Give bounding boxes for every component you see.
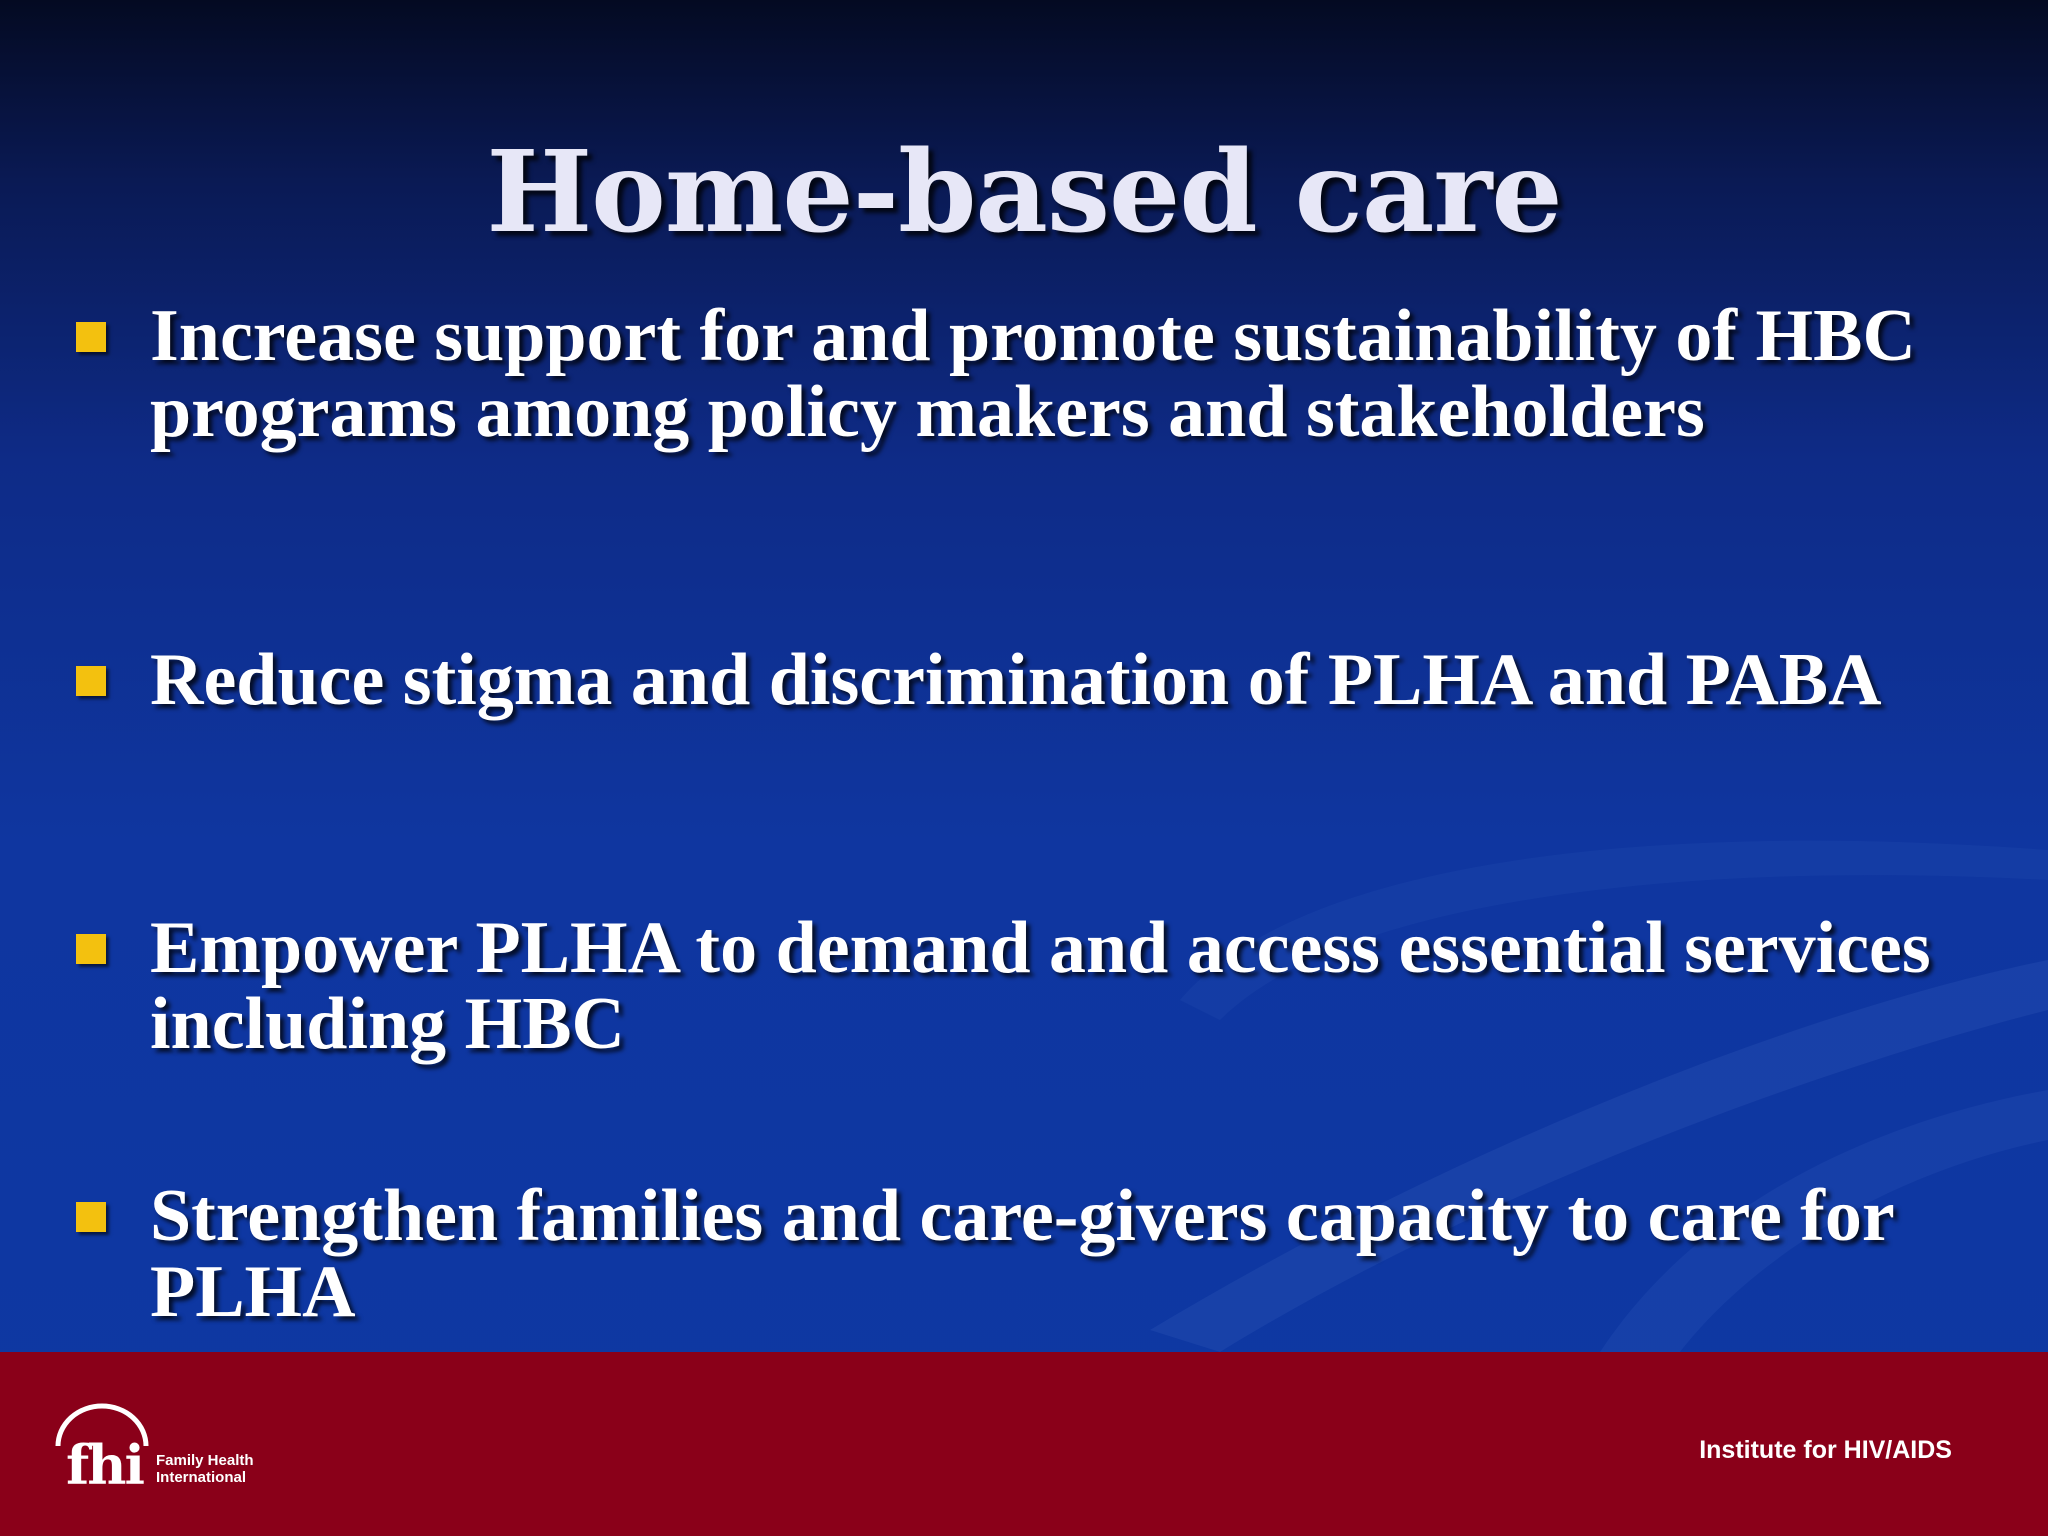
bullet-text: Empower PLHA to demand and access essential services including HBC [150, 907, 1931, 1065]
logo-name [156, 1452, 254, 1486]
institute-label: Institute for HIV/AIDS [1699, 1436, 1952, 1464]
slide-title: Home-based care [486, 127, 1562, 258]
bullet-text: Increase support for and promote sustainability of HBC programs among policy makers and stakeholders [150, 295, 1916, 453]
bullet-square-icon [76, 666, 106, 696]
logo-name-line2: International [156, 1469, 247, 1486]
fhi-logo [48, 1400, 288, 1500]
bullet-square-icon [76, 934, 106, 964]
bullet-text: Strengthen families and care-givers capacity to care for PLHA [150, 1175, 1894, 1333]
footer-bar [0, 1352, 2048, 1536]
logo-name-line1: Family Health [156, 1452, 254, 1469]
logo-mark: fhi [66, 1433, 144, 1497]
bullet-square-icon [76, 322, 106, 352]
bullet-square-icon [76, 1202, 106, 1232]
bullet-text: Reduce stigma and discrimination of PLHA and PABA [150, 639, 1882, 721]
